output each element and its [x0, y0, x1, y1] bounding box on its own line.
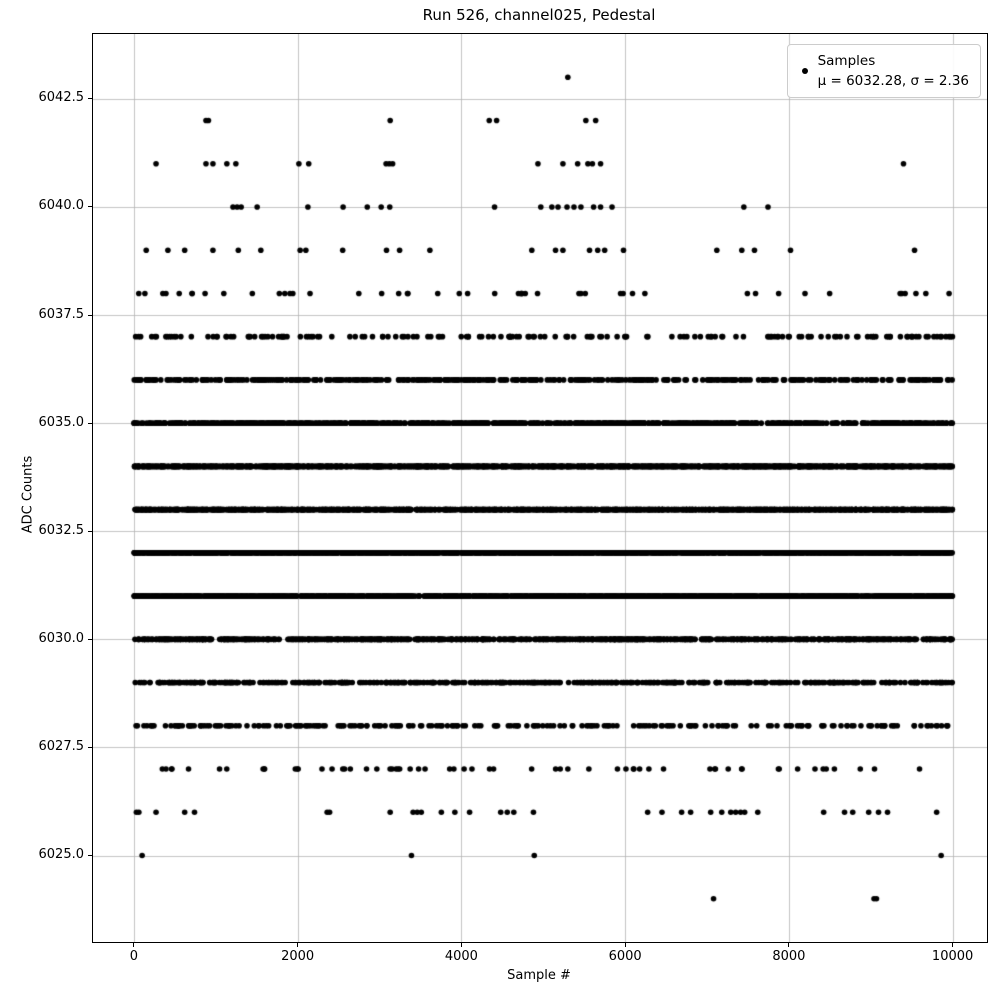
y-tick-mark — [88, 98, 92, 99]
y-tick-mark — [88, 315, 92, 316]
x-tick-label: 2000 — [281, 949, 315, 964]
y-tick-mark — [88, 747, 92, 748]
legend-series-label: Samples — [817, 53, 876, 69]
y-tick-label: 6037.5 — [38, 306, 84, 322]
y-tick-label: 6040.0 — [38, 198, 84, 214]
plot-title: Run 526, channel025, Pedestal — [422, 6, 656, 24]
legend-lines — [818, 51, 969, 91]
y-tick-mark — [88, 531, 92, 532]
y-tick-label: 6030.0 — [38, 630, 84, 646]
legend-marker-icon — [802, 68, 808, 74]
x-tick-mark — [297, 943, 298, 947]
y-tick-label: 6027.5 — [38, 738, 84, 754]
y-tick-mark — [88, 855, 92, 856]
x-tick-mark — [788, 943, 789, 947]
x-tick-label: 6000 — [608, 949, 642, 964]
x-tick-label: 8000 — [772, 949, 806, 964]
x-tick-label: 0 — [129, 949, 139, 964]
x-axis-label: Sample # — [507, 968, 571, 983]
x-tick-label: 10000 — [931, 949, 974, 964]
x-tick-mark — [625, 943, 626, 947]
y-tick-mark — [88, 423, 92, 424]
y-tick-mark — [88, 206, 92, 207]
y-tick-label: 6032.5 — [38, 522, 84, 538]
y-tick-label: 6025.0 — [38, 847, 84, 863]
x-tick-mark — [133, 943, 134, 947]
y-tick-mark — [88, 639, 92, 640]
legend — [787, 44, 981, 98]
x-tick-mark — [952, 943, 953, 947]
x-tick-label: 4000 — [444, 949, 478, 964]
legend-stats-label: μ = 6032.28, σ = 2.36 — [817, 73, 969, 89]
y-tick-label: 6042.5 — [38, 90, 84, 106]
plot-area — [92, 33, 988, 943]
scatter-plot-canvas — [93, 34, 987, 942]
y-tick-label: 6035.0 — [38, 414, 84, 430]
y-axis-label: ADC Counts — [20, 455, 36, 534]
x-tick-mark — [461, 943, 462, 947]
